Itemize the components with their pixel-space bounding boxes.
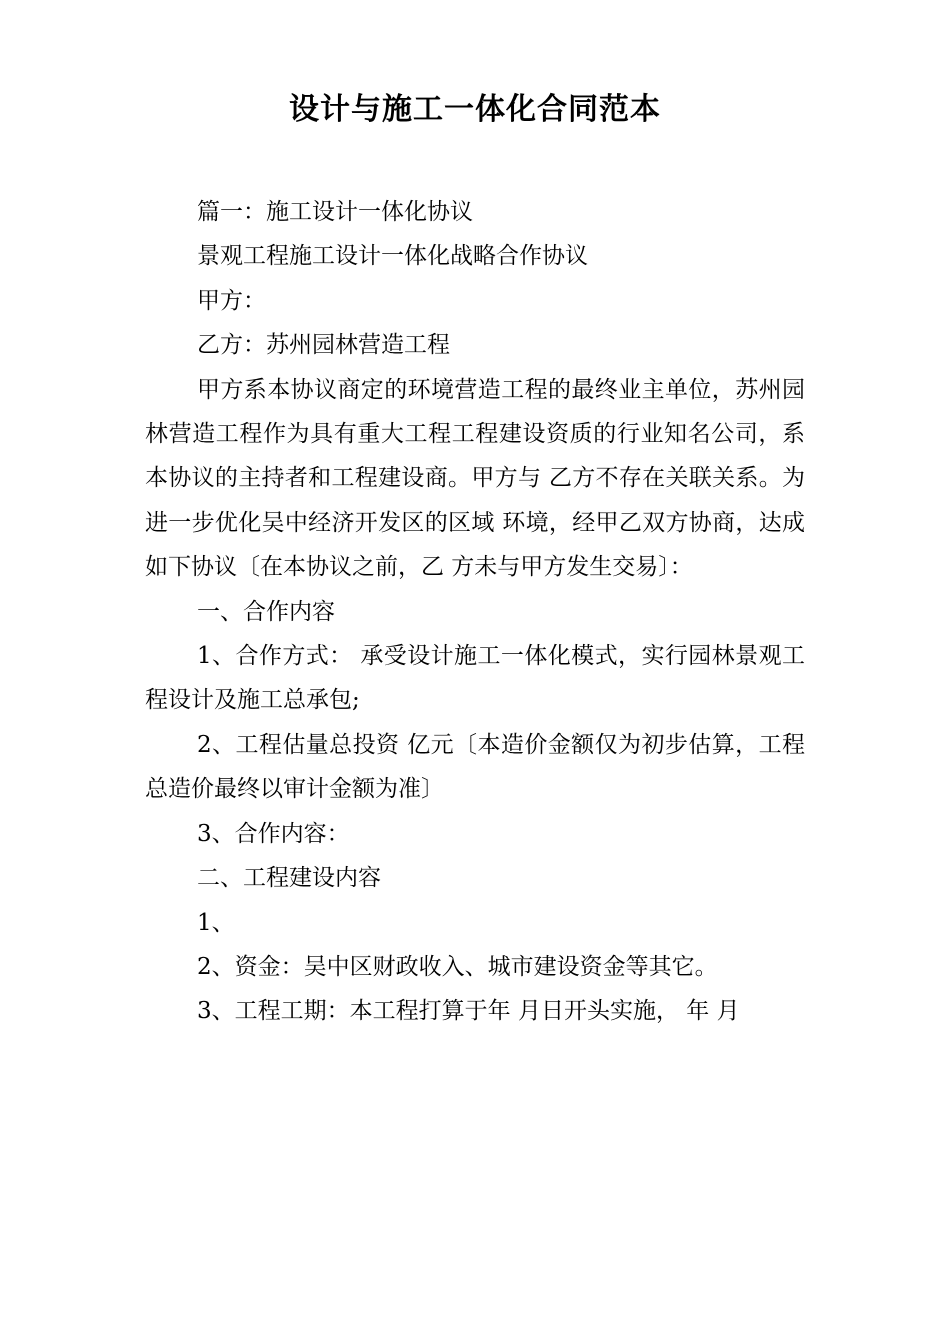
paragraph-cooperation-heading: 一、合作内容 [197, 598, 335, 625]
paragraph-section-heading: 篇一：施工设计一体化协议 [197, 199, 473, 225]
paragraph-construction-heading: 二、工程建设内容 [197, 865, 381, 892]
paragraph-investment: 2、工程估量总投资 亿元〔本造价金额仅为初步估算，工程总造价最终以审计金额为准〕 [145, 731, 805, 803]
paragraph-funding: 2、资金：吴中区财政收入、城市建设资金等其它。 [197, 953, 718, 980]
document-title: 设计与施工一体化合同范本 [289, 92, 661, 127]
paragraph-cooperation-mode: 1、合作方式： 承受设计施工一体化模式，实行园林景观工程设计及施工总承包; [145, 643, 805, 714]
paragraph-party-a: 甲方： [197, 287, 266, 314]
paragraph-preamble: 甲方系本协议商定的环境营造工程的最终业主单位，苏州园林营造工程作为具有重大工程工程建设资质的行业知名公司，系本协议的主持者和工程建设商。甲方与 乙方不存在关联关系。为进一步优化吴中经济开发区的区域 环境，经甲乙双方协商，达成如下协议〔在本协议之前，乙 方未与甲方发生交易〕： [145, 376, 805, 581]
paragraph-agreement-title: 景观工程施工设计一体化战略合作协议 [197, 243, 588, 270]
paragraph-schedule: 3、工程工期：本工程打算于年 月日开头实施， 年 月 [197, 998, 740, 1025]
paragraph-item-1: 1、 [197, 909, 235, 936]
paragraph-party-b: 乙方：苏州园林营造工程 [197, 332, 450, 359]
document-body [145, 190, 805, 1034]
paragraph-cooperation-content: 3、合作内容： [197, 820, 350, 847]
